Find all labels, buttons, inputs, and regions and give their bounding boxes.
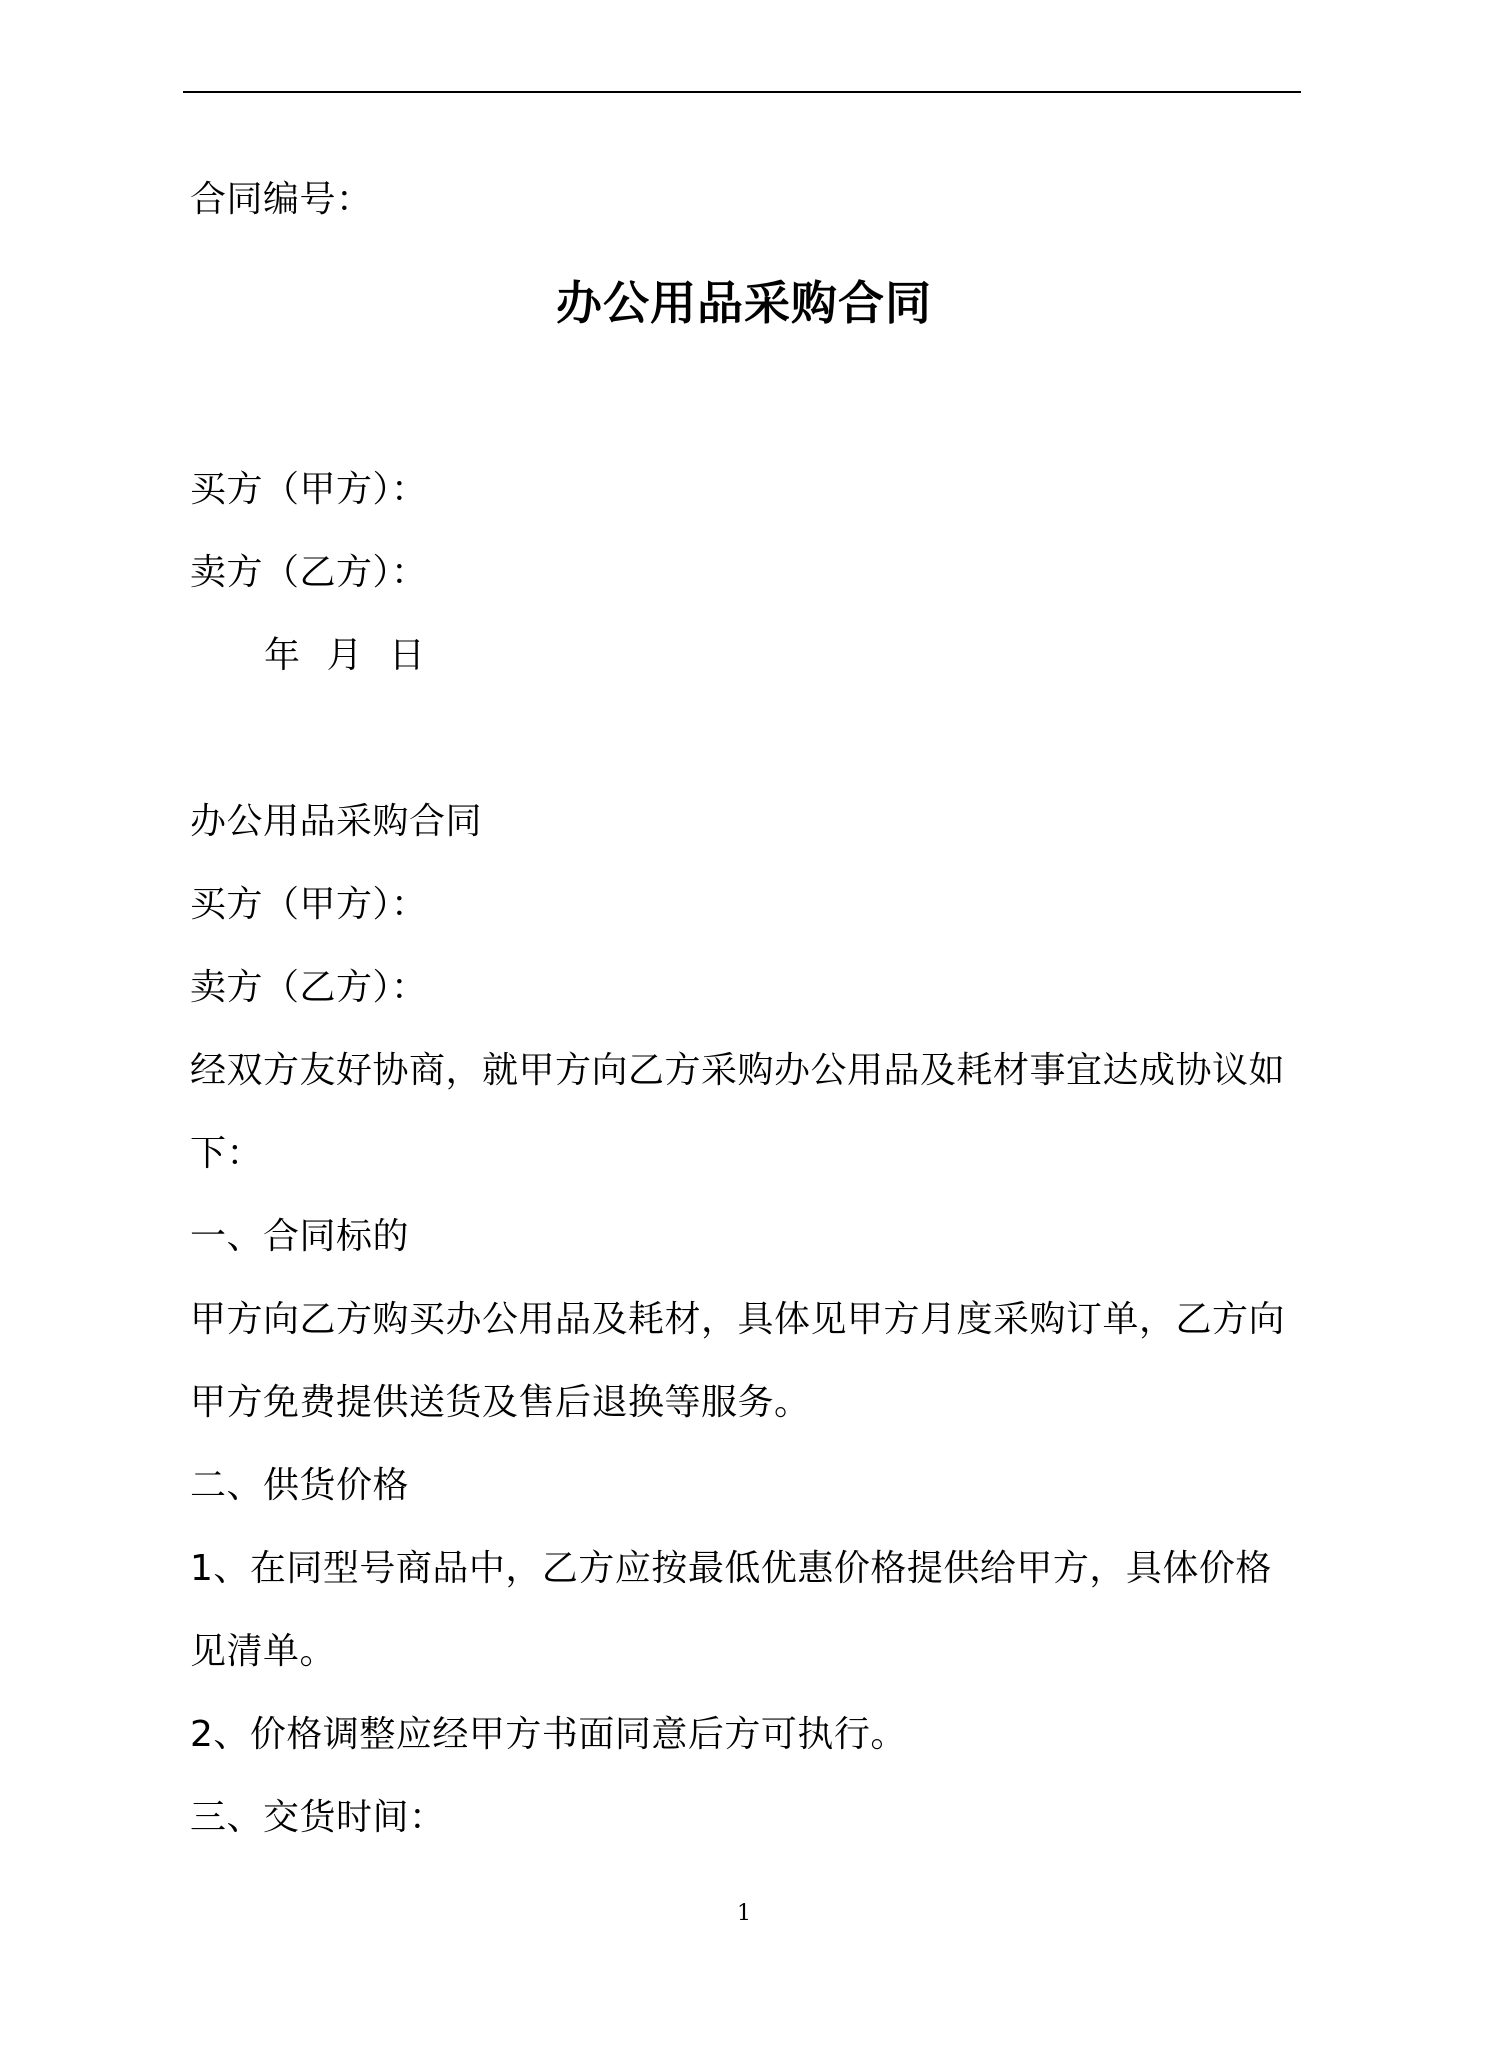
header-rule xyxy=(183,91,1301,93)
cover-date-line: 年 月 日 xyxy=(264,635,426,676)
section-2-item-1-line-1: 1、在同型号商品中，乙方应按最低优惠价格提供给甲方，具体价格 xyxy=(190,1548,1272,1589)
body-buyer-line: 买方（甲方）： xyxy=(190,884,428,925)
contract-number-label: 合同编号： xyxy=(190,179,373,220)
section-2-heading: 二、供货价格 xyxy=(190,1465,410,1506)
body-seller-line: 卖方（乙方）： xyxy=(190,967,428,1008)
cover-buyer-line: 买方（甲方）： xyxy=(190,469,428,510)
section-2-item-2: 2、价格调整应经甲方书面同意后方可执行。 xyxy=(190,1714,907,1755)
section-2-item-1-line-2: 见清单。 xyxy=(190,1631,337,1672)
section-1-heading: 一、合同标的 xyxy=(190,1216,410,1257)
section-1-text-line-2: 甲方免费提供送货及售后退换等服务。 xyxy=(190,1382,811,1423)
cover-seller-line: 卖方（乙方）： xyxy=(190,552,428,593)
intro-paragraph-line-1: 经双方友好协商，就甲方向乙方采购办公用品及耗材事宜达成协议如 xyxy=(190,1050,1286,1091)
section-1-text-line-1: 甲方向乙方购买办公用品及耗材，具体见甲方月度采购订单，乙方向 xyxy=(190,1299,1286,1340)
cover-title: 办公用品采购合同 xyxy=(556,276,932,330)
body-title: 办公用品采购合同 xyxy=(190,801,483,842)
section-3-heading: 三、交货时间： xyxy=(190,1797,446,1838)
page-number: 1 xyxy=(737,1901,751,1926)
intro-paragraph-line-2: 下： xyxy=(190,1133,264,1174)
